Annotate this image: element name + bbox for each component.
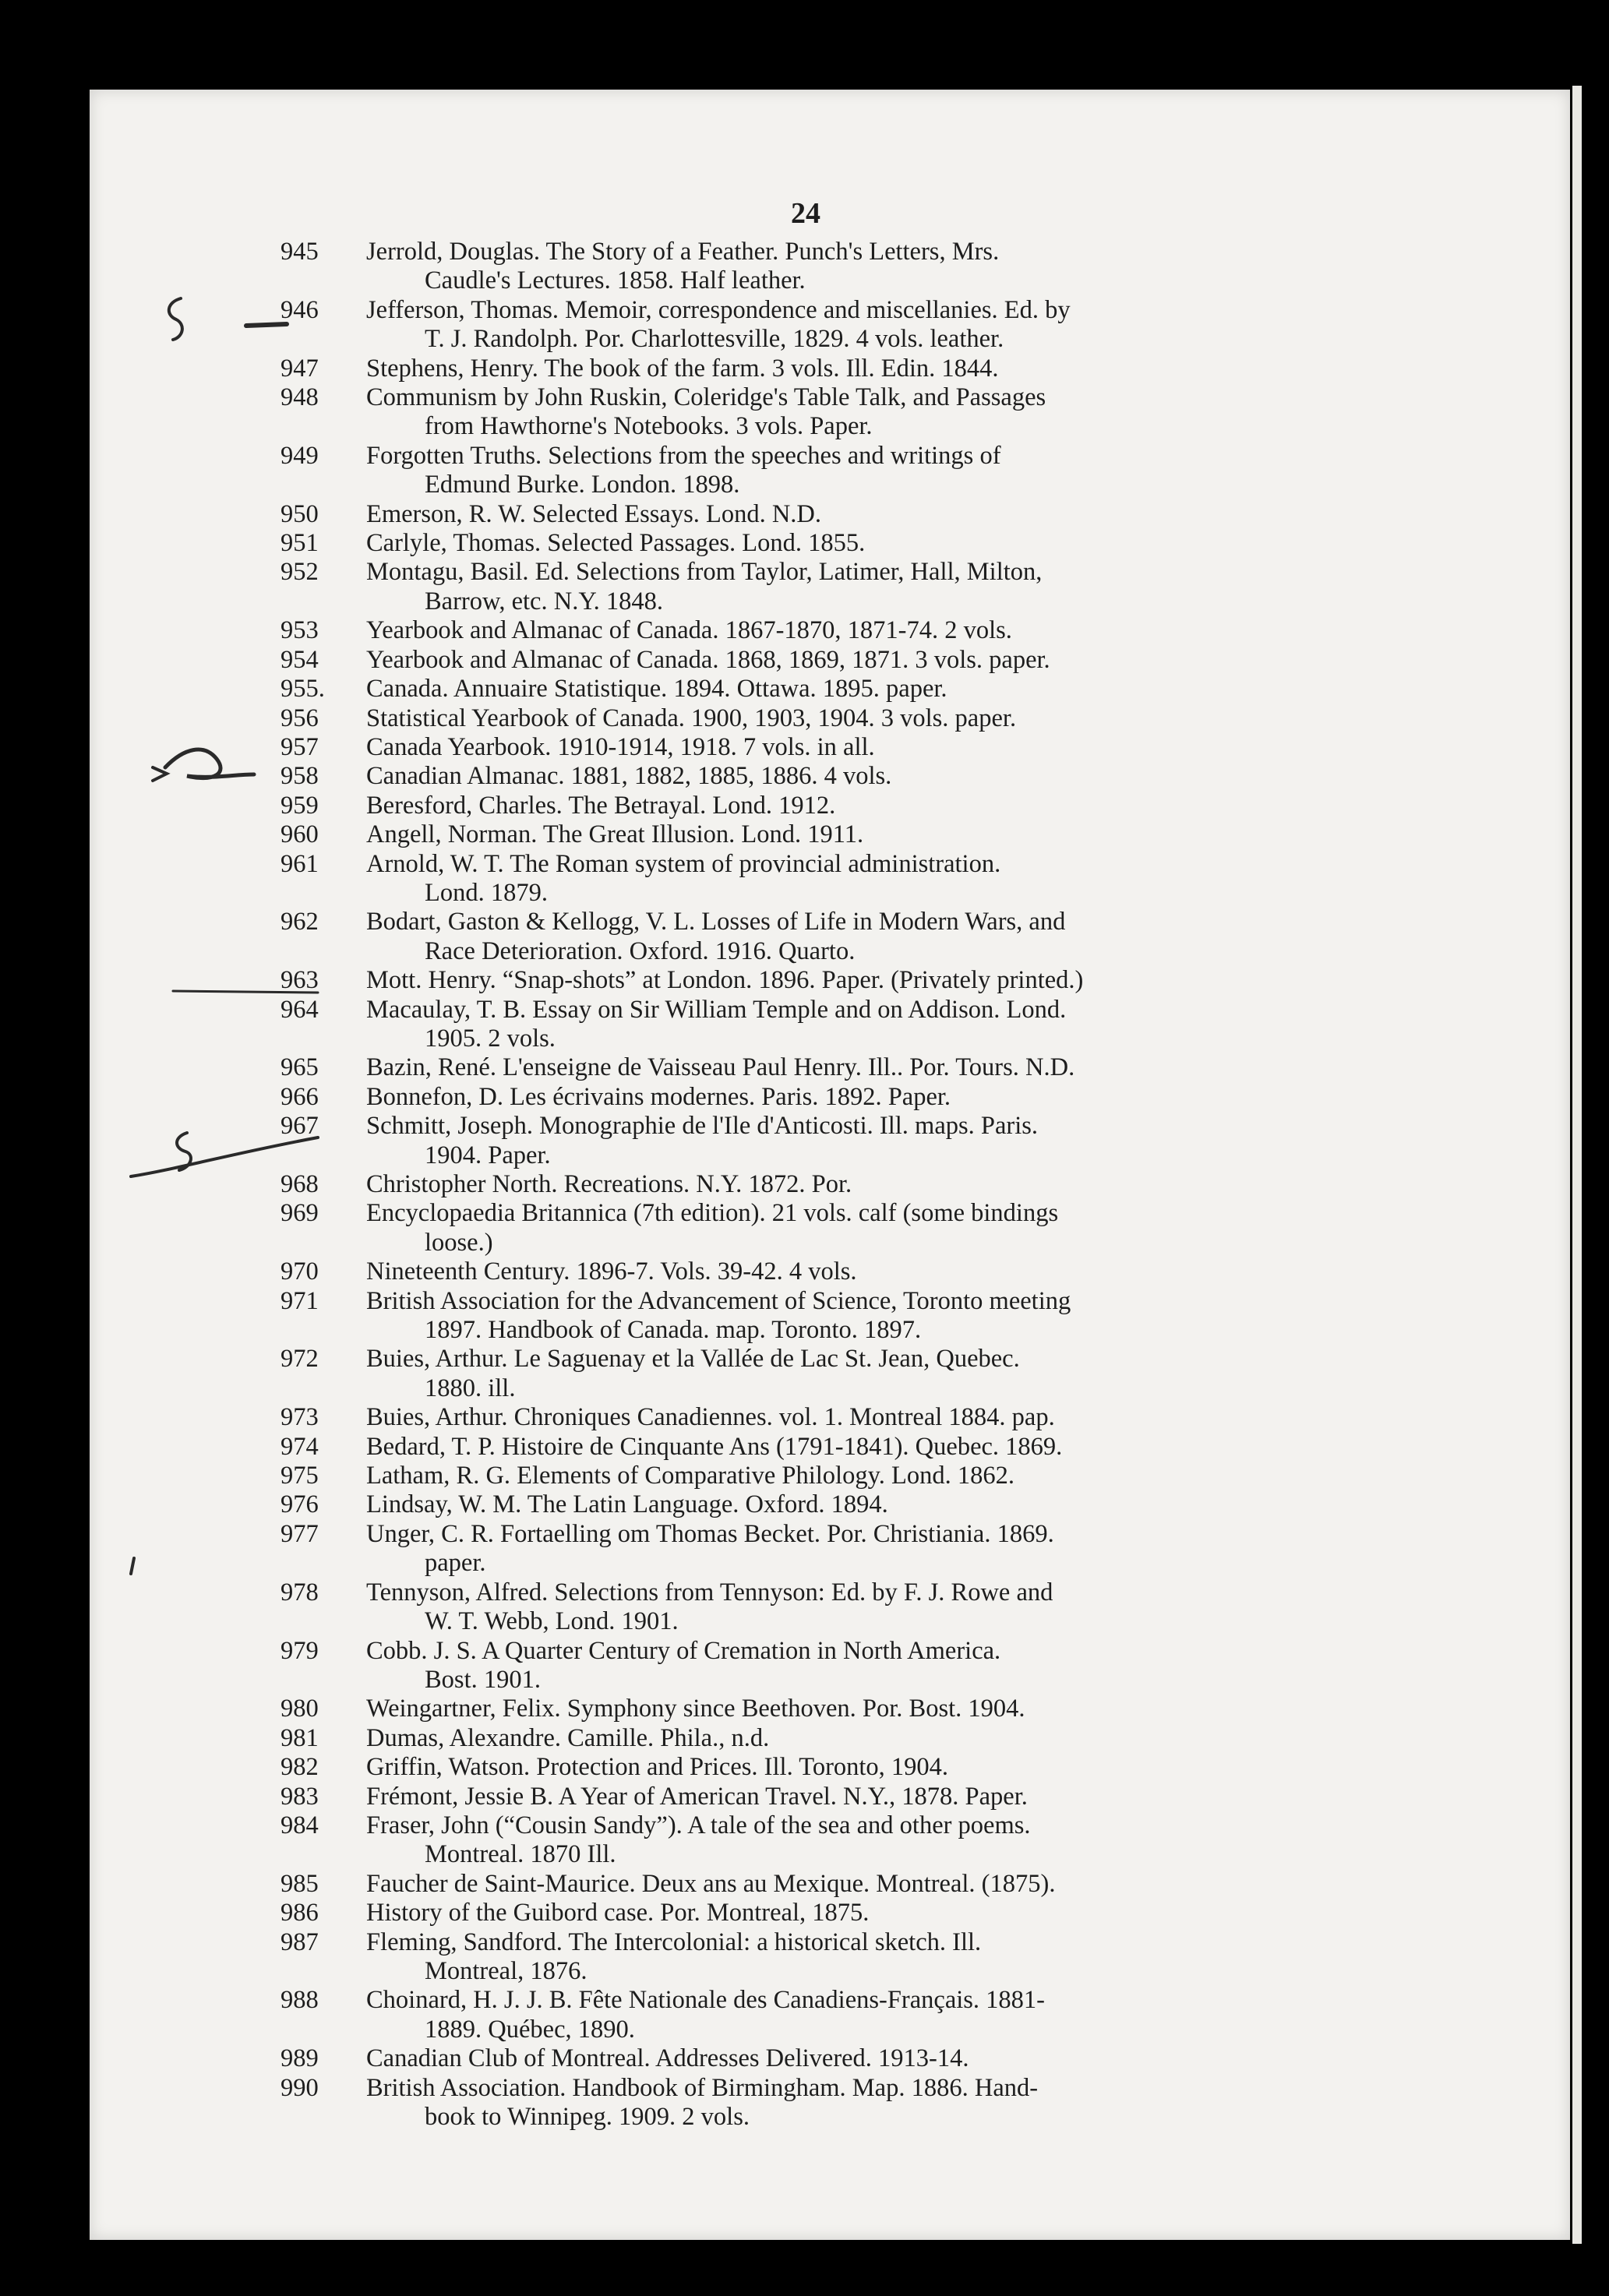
entry-text — [281, 1520, 1387, 1578]
entry-first-line: Cobb. J. S. A Quarter Century of Cremation in North America. — [366, 1636, 1001, 1665]
entry-text — [281, 1083, 1387, 1112]
entry-first-line: Schmitt, Joseph. Monographie de l'Ile d'Anticosti. Ill. maps. Paris. — [366, 1112, 1039, 1141]
entry-number: 974 — [281, 1432, 319, 1461]
entry-first-line: Statistical Yearbook of Canada. 1900, 1903, 1904. 3 vols. paper. — [366, 704, 1017, 732]
entry-first-line: Griffin, Watson. Protection and Prices. Ill. Toronto, 1904. — [366, 1753, 949, 1782]
entry-text — [281, 1345, 1387, 1403]
page-number: 24 — [791, 197, 820, 230]
entry-continuation-line: Race Deterioration. Oxford. 1916. Quarto. — [425, 936, 856, 965]
entry-number: 973 — [281, 1403, 319, 1432]
entry-text — [281, 1403, 1387, 1432]
catalog-entry — [281, 820, 1387, 849]
entry-first-line: Canada Yearbook. 1910-1914, 1918. 7 vols. in all. — [366, 732, 875, 761]
catalog-entry — [281, 733, 1387, 762]
entry-text — [281, 675, 1387, 704]
catalog-entry — [281, 704, 1387, 733]
entry-continuation-line: Montreal. 1870 Ill. — [425, 1840, 616, 1869]
entry-text — [281, 1257, 1387, 1286]
catalog-entry — [281, 2074, 1387, 2132]
catalog-entry — [281, 1520, 1387, 1578]
entry-number: 954 — [281, 645, 319, 674]
entry-text — [281, 296, 1387, 354]
entry-number: 947 — [281, 354, 319, 383]
catalog-entry — [281, 966, 1387, 995]
entry-continuation-line: W. T. Webb, Lond. 1901. — [425, 1607, 679, 1636]
entry-first-line: Bodart, Gaston & Kellogg, V. L. Losses of Life in Modern Wars, and — [366, 908, 1066, 936]
entry-number: 961 — [281, 849, 319, 878]
catalog-entry — [281, 762, 1387, 791]
catalog-entry — [281, 442, 1387, 500]
entry-first-line: Buies, Arthur. Chroniques Canadiennes. vol. 1. Montreal 1884. pap. — [366, 1403, 1055, 1432]
catalog-entry — [281, 646, 1387, 675]
entry-continuation-line: Barrow, etc. N.Y. 1848. — [425, 587, 663, 615]
entry-text — [281, 1753, 1387, 1782]
entry-number: 990 — [281, 2073, 319, 2102]
entry-text — [281, 966, 1387, 995]
entry-first-line: Unger, C. R. Fortaelling om Thomas Becket. Por. Christiania. 1869. — [366, 1519, 1054, 1548]
entry-number: 980 — [281, 1695, 319, 1723]
entry-number: 962 — [281, 908, 319, 936]
entry-first-line: History of the Guibord case. Por. Montreal, 1875. — [366, 1899, 870, 1927]
entry-first-line: Bonnefon, D. Les écrivains modernes. Paris. 1892. Paper. — [366, 1082, 951, 1111]
entry-number: 986 — [281, 1899, 319, 1927]
entry-text — [281, 820, 1387, 849]
catalog-entry — [281, 850, 1387, 908]
entry-first-line: Carlyle, Thomas. Selected Passages. Lond. 1855. — [366, 529, 866, 558]
entry-text — [281, 442, 1387, 500]
catalog-entry — [281, 1257, 1387, 1286]
catalog-entry — [281, 1287, 1387, 1346]
entry-first-line: Canada. Annuaire Statistique. 1894. Ottawa. 1895. paper. — [366, 675, 947, 704]
entry-number: 977 — [281, 1519, 319, 1548]
entry-text — [281, 704, 1387, 733]
entry-first-line: Frémont, Jessie B. A Year of American Travel. N.Y., 1878. Paper. — [366, 1782, 1028, 1811]
catalog-entry — [281, 1053, 1387, 1082]
entry-number: 966 — [281, 1082, 319, 1111]
entry-text — [281, 1053, 1387, 1082]
entry-continuation-line: Bost. 1901. — [425, 1665, 541, 1694]
entry-number: 949 — [281, 441, 319, 470]
entry-first-line: Montagu, Basil. Ed. Selections from Taylor, Latimer, Hall, Milton, — [366, 558, 1043, 587]
entry-number: 976 — [281, 1490, 319, 1519]
catalog-entry — [281, 296, 1387, 354]
entry-first-line: Yearbook and Almanac of Canada. 1868, 1869, 1871. 3 vols. paper. — [366, 645, 1050, 674]
catalog-entry — [281, 1695, 1387, 1723]
entry-number: 957 — [281, 732, 319, 761]
catalog-entry — [281, 996, 1387, 1054]
entry-continuation-line: from Hawthorne's Notebooks. 3 vols. Paper. — [425, 412, 873, 441]
catalog-entry — [281, 1811, 1387, 1870]
entry-number: 960 — [281, 820, 319, 849]
entry-continuation-line: 1880. ill. — [425, 1374, 516, 1402]
catalog-entry — [281, 792, 1387, 820]
entry-number: 971 — [281, 1286, 319, 1315]
entry-number: 952 — [281, 558, 319, 587]
entry-text — [281, 792, 1387, 820]
entry-number: 970 — [281, 1257, 319, 1286]
entry-first-line: Mott. Henry. “Snap-shots” at London. 1896. Paper. (Privately printed.) — [366, 966, 1084, 995]
entry-number: 968 — [281, 1170, 319, 1198]
catalog-entry — [281, 1783, 1387, 1811]
catalog-entry — [281, 675, 1387, 704]
entry-number: 953 — [281, 616, 319, 645]
entry-number: 946 — [281, 295, 319, 324]
entry-text — [281, 529, 1387, 558]
entry-number: 965 — [281, 1053, 319, 1082]
entry-text — [281, 1783, 1387, 1811]
entry-number: 985 — [281, 1869, 319, 1898]
catalog-entry-list — [281, 238, 1387, 2132]
entry-text — [281, 354, 1387, 383]
entry-first-line: Bazin, René. L'enseigne de Vaisseau Paul Henry. Ill.. Por. Tours. N.D. — [366, 1053, 1075, 1082]
entry-first-line: Weingartner, Felix. Symphony since Beethoven. Por. Bost. 1904. — [366, 1695, 1025, 1723]
entry-first-line: Latham, R. G. Elements of Comparative Philology. Lond. 1862. — [366, 1462, 1014, 1490]
entry-text — [281, 1199, 1387, 1257]
entry-first-line: Jefferson, Thomas. Memoir, correspondence and miscellanies. Ed. by — [366, 295, 1071, 324]
entry-first-line: Arnold, W. T. The Roman system of provincial administration. — [366, 849, 1001, 878]
entry-first-line: Canadian Club of Montreal. Addresses Delivered. 1913-14. — [366, 2044, 969, 2073]
entry-number: 945 — [281, 238, 319, 266]
catalog-entry — [281, 1403, 1387, 1432]
entry-first-line: British Association for the Advancement of Science, Toronto meeting — [366, 1286, 1071, 1315]
catalog-entry — [281, 1345, 1387, 1403]
entry-first-line: British Association. Handbook of Birmingham. Map. 1886. Hand- — [366, 2073, 1039, 2102]
entry-text — [281, 850, 1387, 908]
entry-first-line: Faucher de Saint-Maurice. Deux ans au Mexique. Montreal. (1875). — [366, 1869, 1056, 1898]
entry-text — [281, 1287, 1387, 1346]
entry-continuation-line: Lond. 1879. — [425, 878, 548, 907]
entry-text — [281, 1811, 1387, 1870]
catalog-entry — [281, 1462, 1387, 1490]
entry-continuation-line: 1897. Handbook of Canada. map. Toronto. 1897. — [425, 1316, 922, 1345]
entry-text — [281, 1170, 1387, 1199]
entry-number: 964 — [281, 995, 319, 1024]
catalog-entry — [281, 500, 1387, 529]
entry-continuation-line: Montreal, 1876. — [425, 1956, 587, 1985]
entry-first-line: Fleming, Sandford. The Intercolonial: a historical sketch. Ill. — [366, 1927, 982, 1956]
entry-number: 983 — [281, 1782, 319, 1811]
entry-text — [281, 908, 1387, 966]
catalog-entry — [281, 529, 1387, 558]
entry-text — [281, 733, 1387, 762]
catalog-entry — [281, 1199, 1387, 1257]
entry-text — [281, 646, 1387, 675]
entry-first-line: Communism by John Ruskin, Coleridge's Table Talk, and Passages — [366, 383, 1046, 412]
entry-continuation-line: paper. — [425, 1549, 486, 1578]
entry-number: 958 — [281, 762, 319, 791]
entry-first-line: Encyclopaedia Britannica (7th edition). 21 vols. calf (some bindings — [366, 1199, 1059, 1228]
entry-first-line: Beresford, Charles. The Betrayal. Lond. 1912. — [366, 791, 836, 820]
entry-number: 989 — [281, 2044, 319, 2073]
entry-number: 975 — [281, 1462, 319, 1490]
entry-first-line: Tennyson, Alfred. Selections from Tennyson: Ed. by F. J. Rowe and — [366, 1578, 1053, 1606]
entry-text — [281, 1433, 1387, 1462]
catalog-entry — [281, 1490, 1387, 1519]
entry-first-line: Yearbook and Almanac of Canada. 1867-1870, 1871-74. 2 vols. — [366, 616, 1012, 645]
entry-text — [281, 500, 1387, 529]
facing-page-edge — [1572, 86, 1582, 2244]
entry-first-line: Fraser, John (“Cousin Sandy”). A tale of the sea and other poems. — [366, 1811, 1031, 1839]
entry-text — [281, 1490, 1387, 1519]
catalog-entry — [281, 1928, 1387, 1987]
entry-first-line: Jerrold, Douglas. The Story of a Feather. Punch's Letters, Mrs. — [366, 238, 1000, 266]
entry-continuation-line: T. J. Randolph. Por. Charlottesville, 1829. 4 vols. leather. — [425, 325, 1004, 354]
entry-number: 979 — [281, 1636, 319, 1665]
entry-continuation-line: book to Winnipeg. 1909. 2 vols. — [425, 2103, 750, 2131]
entry-text — [281, 1928, 1387, 1987]
entry-continuation-line: Edmund Burke. London. 1898. — [425, 471, 740, 499]
entry-first-line: Nineteenth Century. 1896-7. Vols. 39-42. 4 vols. — [366, 1257, 857, 1286]
catalog-entry — [281, 1578, 1387, 1637]
entry-text — [281, 1724, 1387, 1753]
catalog-entry — [281, 354, 1387, 383]
catalog-entry — [281, 558, 1387, 616]
entry-number: 981 — [281, 1723, 319, 1752]
catalog-entry — [281, 1083, 1387, 1112]
catalog-entry — [281, 1986, 1387, 2044]
entry-first-line: Forgotten Truths. Selections from the speeches and writings of — [366, 441, 1001, 470]
entry-number: 984 — [281, 1811, 319, 1839]
entry-first-line: Canadian Almanac. 1881, 1882, 1885, 1886. 4 vols. — [366, 762, 892, 791]
entry-number: 959 — [281, 791, 319, 820]
entry-number: 988 — [281, 1986, 319, 2015]
entry-number: 955. — [281, 675, 325, 704]
catalog-entry — [281, 383, 1387, 442]
catalog-entry — [281, 1870, 1387, 1899]
entry-number: 948 — [281, 383, 319, 412]
entry-first-line: Lindsay, W. M. The Latin Language. Oxford. 1894. — [366, 1490, 888, 1519]
catalog-entry — [281, 1753, 1387, 1782]
entry-first-line: Stephens, Henry. The book of the farm. 3 vols. Ill. Edin. 1844. — [366, 354, 999, 383]
entry-first-line: Angell, Norman. The Great Illusion. Lond. 1911. — [366, 820, 864, 849]
entry-text — [281, 996, 1387, 1054]
entry-text — [281, 1695, 1387, 1723]
catalog-entry — [281, 1433, 1387, 1462]
entry-number: 969 — [281, 1199, 319, 1228]
entry-text — [281, 616, 1387, 645]
entry-number: 972 — [281, 1345, 319, 1374]
entry-text — [281, 762, 1387, 791]
entry-text — [281, 1986, 1387, 2044]
entry-number: 956 — [281, 704, 319, 732]
entry-number: 967 — [281, 1112, 319, 1141]
entry-first-line: Emerson, R. W. Selected Essays. Lond. N.D. — [366, 499, 822, 528]
catalog-entry — [281, 1637, 1387, 1695]
entry-text — [281, 1899, 1387, 1927]
entry-number: 982 — [281, 1753, 319, 1782]
entry-number: 950 — [281, 499, 319, 528]
entry-continuation-line: 1905. 2 vols. — [425, 1024, 556, 1053]
catalog-entry — [281, 1724, 1387, 1753]
entry-text — [281, 1462, 1387, 1490]
entry-first-line: Bedard, T. P. Histoire de Cinquante Ans (1791-1841). Quebec. 1869. — [366, 1432, 1063, 1461]
catalog-entry — [281, 1112, 1387, 1170]
entry-text — [281, 238, 1387, 296]
catalog-entry — [281, 1170, 1387, 1199]
entry-continuation-line: 1889. Québec, 1890. — [425, 2015, 635, 2044]
entry-text — [281, 1637, 1387, 1695]
entry-first-line: Christopher North. Recreations. N.Y. 1872. Por. — [366, 1170, 852, 1198]
entry-number: 978 — [281, 1578, 319, 1606]
entry-first-line: Macaulay, T. B. Essay on Sir William Temple and on Addison. Lond. — [366, 995, 1067, 1024]
entry-text — [281, 1112, 1387, 1170]
catalog-entry — [281, 238, 1387, 296]
entry-first-line: Buies, Arthur. Le Saguenay et la Vallée de Lac St. Jean, Quebec. — [366, 1345, 1020, 1374]
entry-continuation-line: loose.) — [425, 1228, 493, 1257]
entry-continuation-line: Caudle's Lectures. 1858. Half leather. — [425, 266, 806, 295]
entry-text — [281, 2074, 1387, 2132]
catalog-entry — [281, 616, 1387, 645]
entry-first-line: Dumas, Alexandre. Camille. Phila., n.d. — [366, 1723, 770, 1752]
entry-number: 951 — [281, 529, 319, 558]
entry-first-line: Choinard, H. J. J. B. Fête Nationale des Canadiens-Français. 1881- — [366, 1986, 1046, 2015]
entry-continuation-line: 1904. Paper. — [425, 1141, 551, 1169]
entry-text — [281, 558, 1387, 616]
entry-text — [281, 2044, 1387, 2073]
catalog-entry — [281, 1899, 1387, 1927]
entry-text — [281, 383, 1387, 442]
entry-text — [281, 1578, 1387, 1637]
entry-number: 963 — [281, 966, 319, 995]
catalog-entry — [281, 908, 1387, 966]
catalog-entry — [281, 2044, 1387, 2073]
entry-number: 987 — [281, 1927, 319, 1956]
entry-text — [281, 1870, 1387, 1899]
